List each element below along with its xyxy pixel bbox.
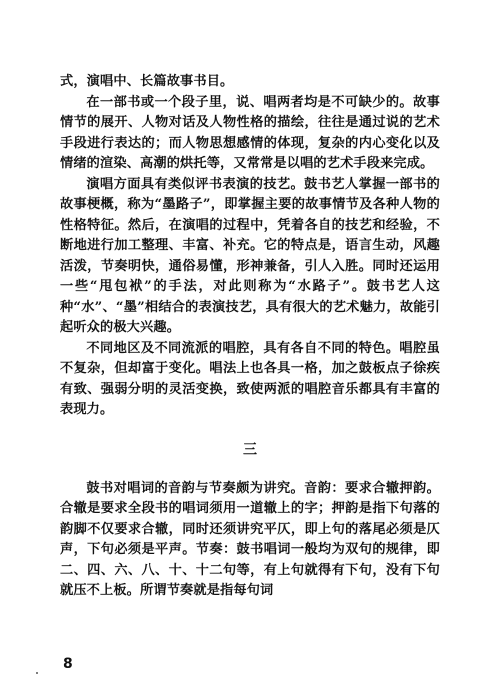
paragraph-performance-skill: 演唱方面具有类似评书表演的技艺。鼓书艺人掌握一部书的故事梗概，称为“墨路子”，即掌握主要的故事情节及各种人物的性格特征。然后，在演唱的过程中，凭着各自的技艺和经验，不断地进行加工整理、丰富、补充。它的特点是，语言生动，风趣活泼，节奏明快，通俗易懂，形神兼备，引人入胜。同时还运用一些“甩包袱”的手法，对此则称为“水路子”。鼓书艺人这种“水”、“墨”相结合的表演技艺，具有很大的艺术魅力，故能引起听众的极大兴趣。 bbox=[60, 176, 440, 335]
scan-speck bbox=[36, 672, 38, 674]
paragraph-continuation: 式，演唱中、长篇故事书目。 bbox=[60, 74, 234, 89]
paragraph-singing-styles: 不同地区及不同流派的唱腔，具有各自不同的特色。唱腔虽不复杂，但却富于变化。唱法上也各具一格，加之鼓板点子徐疾有致、强弱分明的灵活变换，致使两派的唱腔音乐都具有丰富的表现力。 bbox=[60, 340, 440, 417]
paragraph-rhyme-and-rhythm: 鼓书对唱词的音韵与节奏颇为讲究。音韵：要求合辙押韵。合辙是要求全段书的唱词须用一道辙上的字；押韵是指下句落的韵脚不仅要求合辙，同时还须讲究平仄，即上句的落尾必须是仄声，下句必须是平声。节奏：鼓书唱词一般均为双句的规律，即二、四、六、八、十、十二句等，有上句就得有下句，没有下句就压不上板。所谓节奏就是指每句词 bbox=[60, 480, 440, 598]
page-number: 8 bbox=[63, 656, 73, 672]
paragraph-speech-and-singing: 在一部书或一个段子里，说、唱两者均是不可缺少的。故事情节的展开、人物对话及人物性格的描绘，往往是通过说的艺术手段进行表达的；而人物思想感情的体现，复杂的内心变化以及情绪的渲染、高潮的烘托等，又常常是以唱的艺术手段来完成。 bbox=[60, 94, 440, 171]
section-heading: 三 bbox=[243, 441, 257, 458]
page-body bbox=[60, 72, 440, 602]
